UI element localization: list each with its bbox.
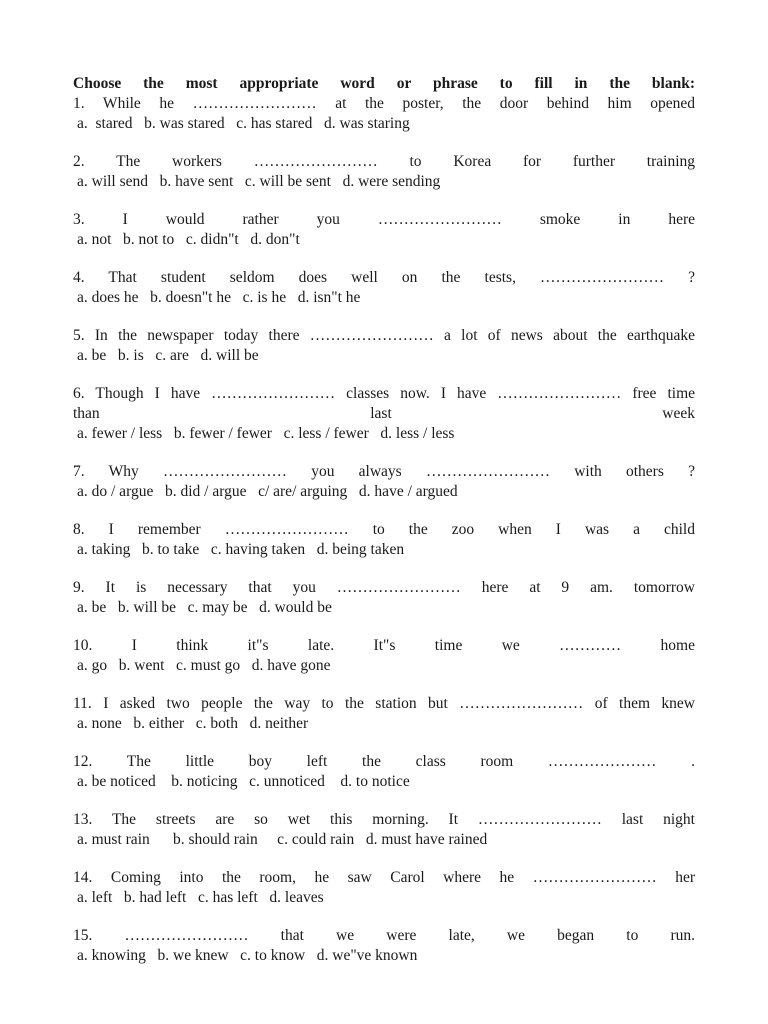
answer-options: a. do / argue b. did / argue c/ are/ arguing d. have / argued <box>77 483 458 500</box>
question-text: 12. The little boy left the class room ………………… . <box>73 753 695 770</box>
question-10 <box>73 636 695 676</box>
answer-options: a. left b. had left c. has left d. leaves <box>77 889 324 906</box>
answer-options: a. be b. is c. are d. will be <box>77 347 259 364</box>
question-text: 4. That student seldom does well on the tests, …………………… ? <box>73 269 695 286</box>
answer-options: a. none b. either c. both d. neither <box>77 715 309 732</box>
answer-options: a. stared b. was stared c. has stared d. was staring <box>77 115 410 132</box>
question-text: 14. Coming into the room, he saw Carol where he …………………… her <box>73 869 695 886</box>
question-text: 3. I would rather you …………………… smoke in here <box>73 211 695 228</box>
question-text: 13. The streets are so wet this morning. It …………………… last night <box>73 811 695 828</box>
question-text: 2. The workers …………………… to Korea for further training <box>73 153 695 170</box>
instructions-heading: Choose the most appropriate word or phrase to fill in the blank: <box>73 75 695 92</box>
question-text: 11. I asked two people the way to the station but …………………… of them knew <box>73 695 695 712</box>
question-7 <box>73 462 695 502</box>
question-13 <box>73 810 695 850</box>
answer-options: a. fewer / less b. fewer / fewer c. less / fewer d. less / less <box>77 425 455 442</box>
question-text: 8. I remember …………………… to the zoo when I was a child <box>73 521 695 538</box>
question-11 <box>73 694 695 734</box>
answer-options: a. must rain b. should rain c. could rain d. must have rained <box>77 831 488 848</box>
question-text: 10. I think it"s late. It"s time we ………… home <box>73 637 695 654</box>
question-6 <box>73 384 695 444</box>
answer-options: a. go b. went c. must go d. have gone <box>77 657 331 674</box>
question-2 <box>73 152 695 192</box>
answer-options: a. be noticed b. noticing c. unnoticed d. to notice <box>77 773 410 790</box>
question-list <box>73 94 695 966</box>
question-text: than last week <box>73 405 695 422</box>
question-9 <box>73 578 695 618</box>
question-text: 9. It is necessary that you …………………… here at 9 am. tomorrow <box>73 579 695 596</box>
question-8 <box>73 520 695 560</box>
answer-options: a. knowing b. we knew c. to know d. we"ve known <box>77 947 418 964</box>
question-3 <box>73 210 695 250</box>
question-5 <box>73 326 695 366</box>
answer-options: a. not b. not to c. didn"t d. don"t <box>77 231 300 248</box>
question-text: 7. Why …………………… you always …………………… with others ? <box>73 463 695 480</box>
question-1 <box>73 94 695 134</box>
question-text: 5. In the newspaper today there …………………… a lot of news about the earthquake <box>73 327 695 344</box>
question-14 <box>73 868 695 908</box>
answer-options: a. be b. will be c. may be d. would be <box>77 599 332 616</box>
answer-options: a. does he b. doesn"t he c. is he d. isn"t he <box>77 289 361 306</box>
question-15 <box>73 926 695 966</box>
answer-options: a. will send b. have sent c. will be sent d. were sending <box>77 173 441 190</box>
question-text: 15. …………………… that we were late, we began to run. <box>73 927 695 944</box>
question-4 <box>73 268 695 308</box>
question-text: 1. While he …………………… at the poster, the door behind him opened <box>73 95 695 112</box>
answer-options: a. taking b. to take c. having taken d. being taken <box>77 541 405 558</box>
question-text: 6. Though I have …………………… classes now. I have …………………… free time <box>73 385 695 402</box>
question-12 <box>73 752 695 792</box>
